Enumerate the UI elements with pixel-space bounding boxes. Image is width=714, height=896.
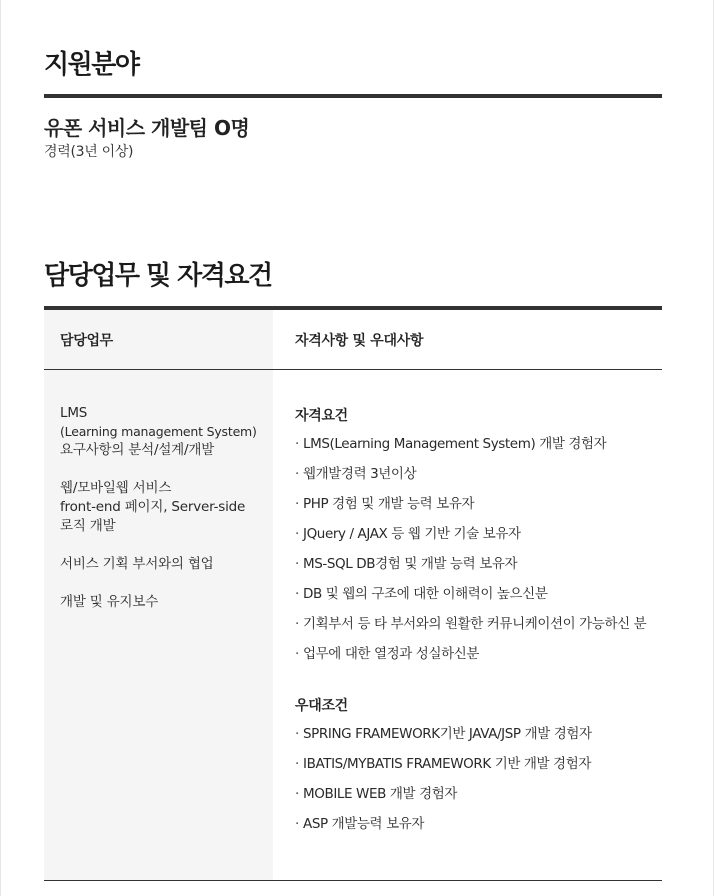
qualification-text: JQuery / AJAX 등 웹 기반 기술 보유자 (303, 526, 521, 542)
table-header-duties: 담당업무 (60, 333, 113, 349)
qualification-item (295, 582, 657, 612)
qualification-text: DB 및 웹의 구조에 대한 이해력이 높으신분 (303, 586, 548, 602)
preference-text: MOBILE WEB 개발 경험자 (303, 786, 457, 802)
qualification-item (295, 492, 657, 522)
bullet-icon: · (295, 526, 299, 542)
spacer (295, 672, 657, 694)
preference-text: IBATIS/MYBATIS FRAMEWORK 기반 개발 경험자 (303, 756, 591, 772)
qualification-text: MS-SQL DB경험 및 개발 능력 보유자 (303, 556, 518, 572)
duties-list (60, 404, 265, 631)
position-name: 유폰 서비스 개발팀 O명 (44, 116, 250, 140)
qualification-text: PHP 경험 및 개발 능력 보유자 (303, 496, 475, 512)
qualification-item (295, 642, 657, 672)
preference-item (295, 782, 657, 812)
duty-item (60, 593, 265, 612)
qualification-text: LMS(Learning Management System) 개발 경험자 (303, 436, 607, 452)
page-border-left (0, 0, 1, 896)
duties-table (44, 310, 662, 881)
section-title-duties-qualifications: 담당업무 및 자격요건 (44, 261, 272, 291)
preference-item (295, 812, 657, 842)
bullet-icon: · (295, 756, 299, 772)
bullet-icon: · (295, 496, 299, 512)
preference-text: SPRING FRAMEWORK기반 JAVA/JSP 개발 경험자 (303, 726, 592, 742)
preferences-heading: 우대조건 (295, 698, 348, 714)
bullet-icon: · (295, 646, 299, 662)
preference-text: ASP 개발능력 보유자 (303, 816, 425, 832)
section-title-support-field: 지원분야 (44, 50, 139, 80)
duty-line: front-end 페이지, Server-side (60, 499, 246, 515)
qualification-text: 웹개발경력 3년이상 (303, 466, 417, 482)
bullet-icon: · (295, 466, 299, 482)
duty-line: 개발 및 유지보수 (60, 594, 159, 610)
qualifications-heading: 자격요건 (295, 408, 348, 424)
bullet-icon: · (295, 616, 299, 632)
bullet-icon: · (295, 556, 299, 572)
table-header-divider (44, 369, 662, 370)
table-header-qualifications: 자격사항 및 우대사항 (295, 333, 424, 349)
qualification-item (295, 462, 657, 492)
qualification-item (295, 432, 657, 462)
qualification-item (295, 522, 657, 552)
bullet-icon: · (295, 436, 299, 452)
duty-line: 로직 개발 (60, 518, 116, 534)
duty-line: (Learning management System) (60, 424, 257, 439)
bullet-icon: · (295, 816, 299, 832)
duty-item (60, 404, 265, 460)
duty-line: 웹/모바일웹 서비스 (60, 480, 172, 496)
preference-item (295, 752, 657, 782)
table-bottom-divider (44, 880, 662, 881)
qualification-item (295, 612, 657, 642)
bullet-icon: · (295, 786, 299, 802)
qualifications-list (295, 404, 657, 842)
duty-item (60, 479, 265, 536)
duty-line: 요구사항의 분석/설계/개발 (60, 442, 215, 458)
duty-line: LMS (60, 405, 88, 421)
preference-item (295, 722, 657, 752)
duty-line: 서비스 기획 부서와의 협업 (60, 556, 214, 572)
bullet-icon: · (295, 726, 299, 742)
qualification-item (295, 552, 657, 582)
qualification-text: 업무에 대한 열정과 성실하신분 (303, 646, 480, 662)
bullet-icon: · (295, 586, 299, 602)
duty-item (60, 555, 265, 574)
position-experience: 경력(3년 이상) (44, 144, 134, 160)
section-divider (44, 94, 662, 98)
qualification-text: 기획부서 등 타 부서와의 원활한 커뮤니케이션이 가능하신 분 (303, 616, 647, 632)
